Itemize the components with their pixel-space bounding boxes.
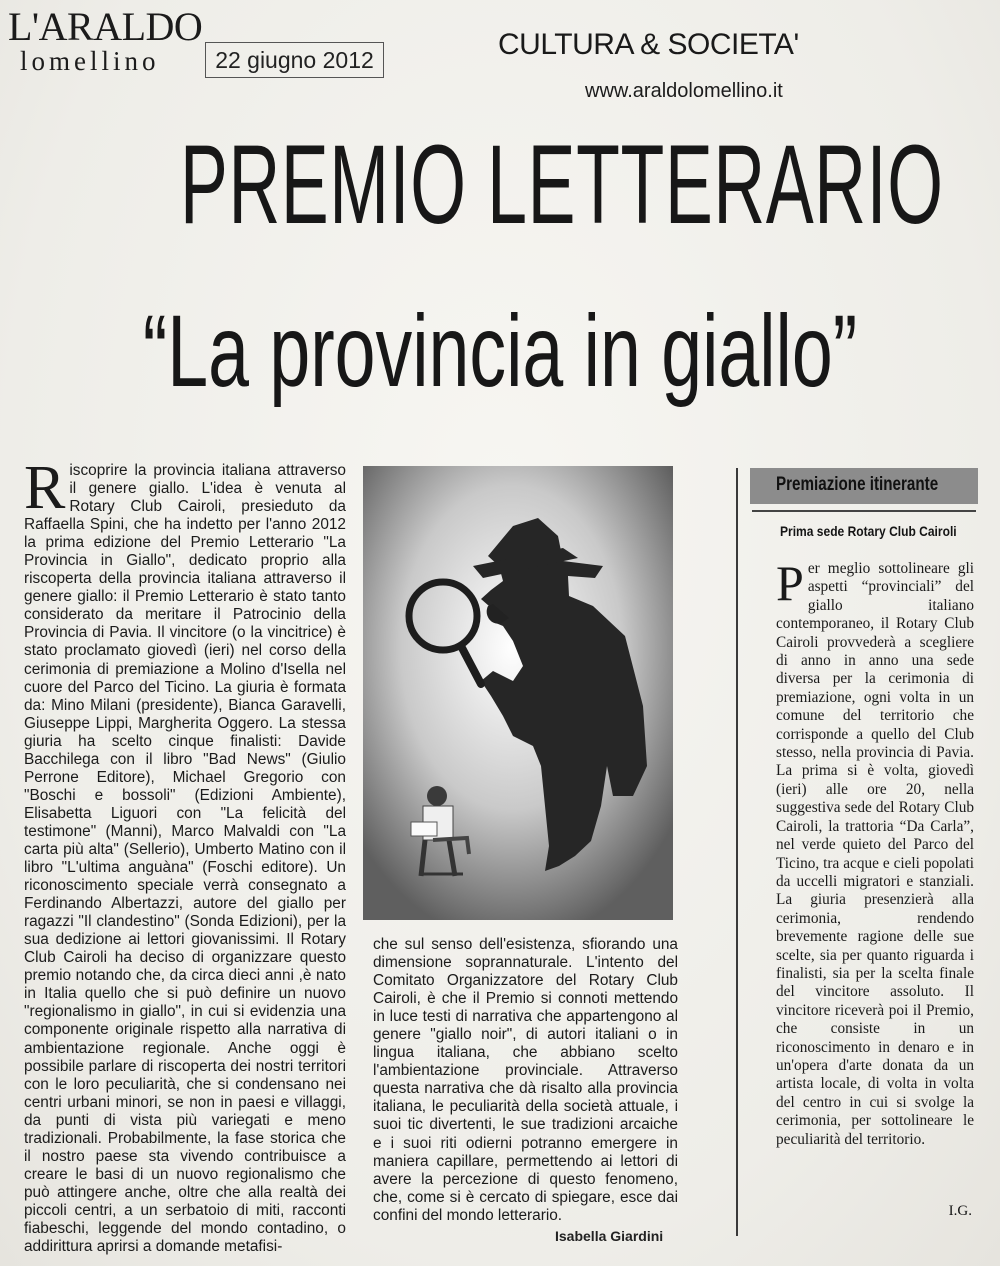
sidebar-initials: I.G.	[948, 1203, 972, 1219]
article-dropcap: R	[24, 454, 66, 522]
masthead	[8, 6, 208, 74]
section-title: CULTURA & SOCIETA'	[498, 28, 799, 61]
illustration-svg	[363, 466, 673, 920]
sidebar-body	[776, 555, 974, 1149]
sidebar-dropcap: P	[776, 555, 804, 611]
article-text-2: che sul senso dell'esistenza, sfiorando una dimensione soprannaturale. L'intento del Comitato Organizzatore del Rotary Club Cairoli, è che il Premio si connoti mettendo in luce testi di narrativa che appartengono al genere "giallo noir", di autori italiani o in lingua italiana, che abbiano scelto l'ambientazione provinciale. Attraverso questa narrativa che dà risalto alla provincia italiana, le peculiarità della società attuale, i suoi tic divertenti, le sue tradizioni arcaiche e i suoi riti odierni potranno emergere in maniera capillare, permettendo ai lettori di avere la percezione di questo fenomeno, che, come si è cercato di spiegare, esce dai confini del mondo letterario.	[373, 936, 678, 1224]
sidebar-title: Premiazione itinerante	[776, 474, 939, 495]
article-column-1	[24, 454, 346, 1256]
website-url: www.araldolomellino.it	[585, 80, 783, 102]
newspaper-name: L'ARALDO	[8, 4, 203, 49]
sidebar-divider	[752, 510, 976, 512]
detective-illustration	[363, 466, 673, 920]
issue-date: 22 giugno 2012	[205, 42, 384, 78]
headline: PREMIO LETTERARIO	[180, 122, 944, 247]
article-text-1: iscoprire la provincia italiana attraverso il genere giallo. L'idea è venuta al Rotary Club Cairoli, presieduto da Raffaella Spini, che ha indetto per l'anno 2012 la prima edizione del Premio Letterario "La Provincia in Giallo", dedicato proprio alla riscoperta della provincia italiana attraverso il genere giallo: il Premio Letterario è stato tanto considerato da meritare il Patrocinio della Provincia di Pavia. Il vincitore (o la vincitrice) è stato proclamato giovedì (ieri) nel corso della cerimonia di premiazione a Molino d'Isella nel cuore del Parco del Ticino. La giuria è formata da: Mino Milani (presidente), Bianca Garavelli, Giuseppe Lippi, Margherita Oggero. La stessa giuria ha scelto cinque finalisti: Davide Bacchilega con il libro "Bad News" (Giulio Perrone Editore), Michael Gregorio con "Boschi e bossoli" (Edizioni Ambiente), Elisabetta Liguori con "La felicità del testimone" (Manni), Marco Malvaldi con "La carta più alta" (Sellerio), Umberto Matino con il libro "L'ultima anguàna" (Foschi editore). Un riconoscimento speciale verrà consegnato a Ferdinando Albertazzi, autore del giallo per ragazzi "Il clandestino" (Sonda Edizioni), per la sua dedizione ai lettori giovanissimi. Il Rotary Club Cairoli ha deciso di organizzare questo premio notando che, da circa dieci anni ,è nato in Italia quello che si può definire un nuovo "regionalismo in giallo", in cui si evidenzia una componente originale rispetto alla narrativa di ambientazione regionale. Anche oggi è possibile parlare di riscoperta dei nostri territori con le loro peculiarità, che si condensano nei centri urbani minori, se non in paesi e villaggi, da punti di vista più variegati e meno tradizionali. Probabilmente, la fase storica che il nostro paese sta vivendo contribuisce a creare le basi di un nuovo regionalismo che può attingere anche, oltre che alla realtà dei piccoli centri, a un serbatoio di miti, racconti fiabeschi, leggende del mondo contadino, o addirittura aprirsi a domande metafisi-	[24, 462, 346, 1256]
article-column-2	[373, 936, 678, 1225]
byline: Isabella Giardini	[555, 1228, 664, 1244]
sidebar-box	[736, 468, 976, 1236]
newspaper-subtitle: lomellino	[20, 46, 160, 76]
sidebar-text: er meglio sottolineare gli aspetti “provinciali” del giallo italiano contemporaneo, il Rotary Club Cairoli provvederà a scegliere di anno in anno una sede diversa per la cerimonia di premiazione, ogni volta in un comune del territorio che corrisponde a quello del Club stesso, nella provincia di Pavia. La prima si è volta, giovedì (ieri) alle ore 20, nella suggestiva sede del Rotary Club Cairoli, la trattoria “Da Carla”, nel verde quieto del Parco del Ticino, tra acque e cieli popolati da uccelli migratori e stanziali. La giuria presenzierà alla cerimonia, rendendo brevemente ragione delle sue scelte, sia per quanto riguarda i finalisti, sia per la scelta finale del vincitore assoluto. Il vincitore riceverà poi il Premio, che consiste in un riconoscimento in denaro e in un'opera d'arte donata da un artista locale, di volta in volta del centro in cui si svolge la cerimonia, per sottolineare le peculiarità del territorio.	[776, 560, 974, 1148]
sidebar-subtitle: Prima sede Rotary Club Cairoli	[780, 523, 957, 539]
subheadline: “La provincia in giallo”	[142, 294, 858, 408]
